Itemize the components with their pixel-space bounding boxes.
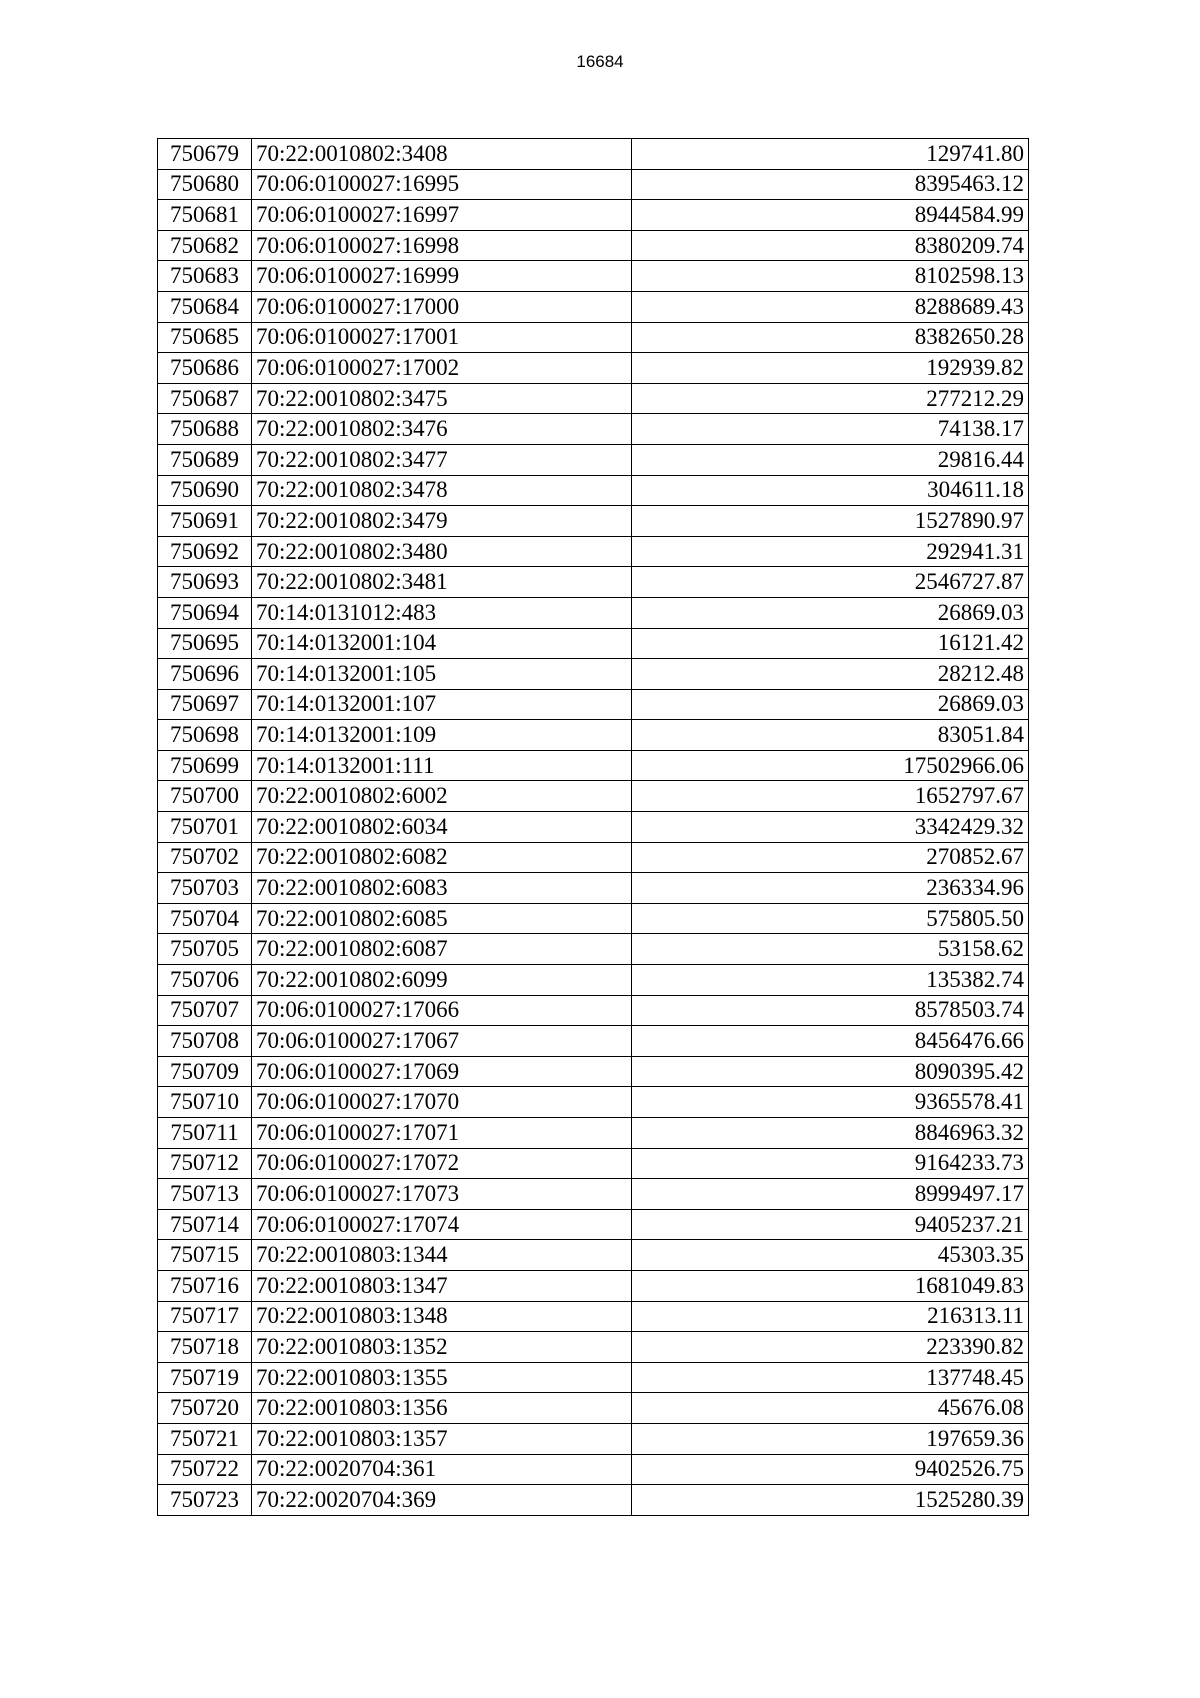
- cadastral-number-cell: 70:22:0010802:6087: [252, 934, 632, 965]
- cadastral-number-cell: 70:06:0100027:16997: [252, 200, 632, 231]
- table-row: [158, 475, 1029, 506]
- cadastral-value-cell: 236334.96: [632, 873, 1029, 904]
- page-number: 16684: [576, 52, 624, 71]
- cadastral-value-cell: 8090395.42: [632, 1056, 1029, 1087]
- row-id-cell: 750707: [158, 995, 252, 1026]
- table-row: [158, 1454, 1029, 1485]
- cadastral-value-cell: 8102598.13: [632, 261, 1029, 292]
- row-id-cell: 750714: [158, 1209, 252, 1240]
- cadastral-value-cell: 83051.84: [632, 720, 1029, 751]
- table-row: [158, 169, 1029, 200]
- cadastral-number-cell: 70:22:0010802:6082: [252, 842, 632, 873]
- cadastral-value-cell: 8382650.28: [632, 322, 1029, 353]
- cadastral-number-cell: 70:22:0010802:3476: [252, 414, 632, 445]
- table-row: [158, 689, 1029, 720]
- cadastral-number-cell: 70:22:0010802:3408: [252, 139, 632, 170]
- cadastral-value-cell: 8288689.43: [632, 291, 1029, 322]
- row-id-cell: 750716: [158, 1270, 252, 1301]
- table-row: [158, 322, 1029, 353]
- cadastral-value-cell: 137748.45: [632, 1362, 1029, 1393]
- row-id-cell: 750715: [158, 1240, 252, 1271]
- row-id-cell: 750696: [158, 659, 252, 690]
- row-id-cell: 750703: [158, 873, 252, 904]
- row-id-cell: 750721: [158, 1423, 252, 1454]
- table-row: [158, 659, 1029, 690]
- cadastral-value-cell: 277212.29: [632, 383, 1029, 414]
- table-row: [158, 1148, 1029, 1179]
- cadastral-value-cell: 9365578.41: [632, 1087, 1029, 1118]
- cadastral-value-table: [157, 138, 1029, 1516]
- row-id-cell: 750680: [158, 169, 252, 200]
- cadastral-value-cell: 292941.31: [632, 536, 1029, 567]
- table-row: [158, 1423, 1029, 1454]
- row-id-cell: 750713: [158, 1179, 252, 1210]
- cadastral-value-cell: 9405237.21: [632, 1209, 1029, 1240]
- cadastral-number-cell: 70:22:0010802:3475: [252, 383, 632, 414]
- row-id-cell: 750717: [158, 1301, 252, 1332]
- table-row: [158, 934, 1029, 965]
- cadastral-number-cell: 70:06:0100027:16999: [252, 261, 632, 292]
- table-row: [158, 750, 1029, 781]
- cadastral-number-cell: 70:22:0010803:1357: [252, 1423, 632, 1454]
- row-id-cell: 750692: [158, 536, 252, 567]
- cadastral-number-cell: 70:14:0132001:104: [252, 628, 632, 659]
- cadastral-value-cell: 216313.11: [632, 1301, 1029, 1332]
- table-row: [158, 1240, 1029, 1271]
- cadastral-number-cell: 70:14:0132001:109: [252, 720, 632, 751]
- cadastral-value-cell: 1652797.67: [632, 781, 1029, 812]
- cadastral-value-cell: 1525280.39: [632, 1485, 1029, 1516]
- row-id-cell: 750684: [158, 291, 252, 322]
- cadastral-number-cell: 70:22:0010802:3481: [252, 567, 632, 598]
- cadastral-number-cell: 70:22:0010802:3477: [252, 444, 632, 475]
- row-id-cell: 750710: [158, 1087, 252, 1118]
- table-row: [158, 383, 1029, 414]
- table-row: [158, 536, 1029, 567]
- cadastral-value-cell: 575805.50: [632, 903, 1029, 934]
- table-row: [158, 414, 1029, 445]
- row-id-cell: 750685: [158, 322, 252, 353]
- row-id-cell: 750701: [158, 812, 252, 843]
- cadastral-value-cell: 26869.03: [632, 689, 1029, 720]
- table-row: [158, 567, 1029, 598]
- cadastral-number-cell: 70:22:0010803:1344: [252, 1240, 632, 1271]
- table-row: [158, 781, 1029, 812]
- table-row: [158, 1362, 1029, 1393]
- cadastral-number-cell: 70:22:0010802:6099: [252, 965, 632, 996]
- cadastral-value-cell: 304611.18: [632, 475, 1029, 506]
- cadastral-number-cell: 70:14:0132001:111: [252, 750, 632, 781]
- table-row: [158, 842, 1029, 873]
- cadastral-number-cell: 70:06:0100027:17072: [252, 1148, 632, 1179]
- cadastral-number-cell: 70:22:0010802:6085: [252, 903, 632, 934]
- cadastral-number-cell: 70:06:0100027:17067: [252, 1026, 632, 1057]
- cadastral-number-cell: 70:22:0020704:361: [252, 1454, 632, 1485]
- row-id-cell: 750682: [158, 230, 252, 261]
- cadastral-number-cell: 70:06:0100027:17001: [252, 322, 632, 353]
- cadastral-number-cell: 70:06:0100027:17071: [252, 1118, 632, 1149]
- cadastral-number-cell: 70:06:0100027:16998: [252, 230, 632, 261]
- row-id-cell: 750697: [158, 689, 252, 720]
- cadastral-number-cell: 70:06:0100027:17073: [252, 1179, 632, 1210]
- table-row: [158, 1270, 1029, 1301]
- row-id-cell: 750705: [158, 934, 252, 965]
- cadastral-number-cell: 70:22:0010803:1352: [252, 1332, 632, 1363]
- cadastral-number-cell: 70:14:0132001:105: [252, 659, 632, 690]
- cadastral-value-cell: 192939.82: [632, 353, 1029, 384]
- cadastral-value-cell: 28212.48: [632, 659, 1029, 690]
- row-id-cell: 750698: [158, 720, 252, 751]
- cadastral-number-cell: 70:06:0100027:17070: [252, 1087, 632, 1118]
- cadastral-value-cell: 2546727.87: [632, 567, 1029, 598]
- row-id-cell: 750708: [158, 1026, 252, 1057]
- cadastral-number-cell: 70:22:0010803:1355: [252, 1362, 632, 1393]
- cadastral-value-cell: 270852.67: [632, 842, 1029, 873]
- row-id-cell: 750709: [158, 1056, 252, 1087]
- cadastral-value-cell: 45303.35: [632, 1240, 1029, 1271]
- cadastral-value-cell: 1527890.97: [632, 506, 1029, 537]
- cadastral-value-cell: 1681049.83: [632, 1270, 1029, 1301]
- cadastral-value-cell: 8380209.74: [632, 230, 1029, 261]
- table-row: [158, 597, 1029, 628]
- cadastral-value-cell: 9164233.73: [632, 1148, 1029, 1179]
- cadastral-value-cell: 197659.36: [632, 1423, 1029, 1454]
- table-row: [158, 1393, 1029, 1424]
- row-id-cell: 750691: [158, 506, 252, 537]
- cadastral-number-cell: 70:22:0010803:1347: [252, 1270, 632, 1301]
- row-id-cell: 750683: [158, 261, 252, 292]
- cadastral-value-cell: 26869.03: [632, 597, 1029, 628]
- table-row: [158, 506, 1029, 537]
- cadastral-value-cell: 8944584.99: [632, 200, 1029, 231]
- cadastral-number-cell: 70:22:0020704:369: [252, 1485, 632, 1516]
- cadastral-value-cell: 3342429.32: [632, 812, 1029, 843]
- table-row: [158, 1179, 1029, 1210]
- cadastral-value-cell: 8456476.66: [632, 1026, 1029, 1057]
- table-row: [158, 200, 1029, 231]
- cadastral-number-cell: 70:22:0010802:3479: [252, 506, 632, 537]
- table-row: [158, 873, 1029, 904]
- cadastral-value-cell: 223390.82: [632, 1332, 1029, 1363]
- cadastral-value-cell: 8578503.74: [632, 995, 1029, 1026]
- row-id-cell: 750686: [158, 353, 252, 384]
- cadastral-number-cell: 70:06:0100027:16995: [252, 169, 632, 200]
- table-row: [158, 261, 1029, 292]
- row-id-cell: 750687: [158, 383, 252, 414]
- table-row: [158, 1301, 1029, 1332]
- row-id-cell: 750720: [158, 1393, 252, 1424]
- cadastral-number-cell: 70:22:0010802:6034: [252, 812, 632, 843]
- cadastral-number-cell: 70:22:0010802:3478: [252, 475, 632, 506]
- table-row: [158, 628, 1029, 659]
- cadastral-number-cell: 70:06:0100027:17002: [252, 353, 632, 384]
- row-id-cell: 750693: [158, 567, 252, 598]
- table-row: [158, 1056, 1029, 1087]
- row-id-cell: 750690: [158, 475, 252, 506]
- table-row: [158, 812, 1029, 843]
- row-id-cell: 750704: [158, 903, 252, 934]
- table-row: [158, 903, 1029, 934]
- cadastral-value-cell: 17502966.06: [632, 750, 1029, 781]
- cadastral-value-cell: 45676.08: [632, 1393, 1029, 1424]
- cadastral-number-cell: 70:22:0010803:1356: [252, 1393, 632, 1424]
- row-id-cell: 750700: [158, 781, 252, 812]
- cadastral-value-cell: 29816.44: [632, 444, 1029, 475]
- table-row: [158, 444, 1029, 475]
- table-row: [158, 1118, 1029, 1149]
- row-id-cell: 750702: [158, 842, 252, 873]
- row-id-cell: 750723: [158, 1485, 252, 1516]
- row-id-cell: 750719: [158, 1362, 252, 1393]
- row-id-cell: 750679: [158, 139, 252, 170]
- row-id-cell: 750699: [158, 750, 252, 781]
- cadastral-number-cell: 70:06:0100027:17074: [252, 1209, 632, 1240]
- row-id-cell: 750706: [158, 965, 252, 996]
- table-row: [158, 230, 1029, 261]
- row-id-cell: 750712: [158, 1148, 252, 1179]
- row-id-cell: 750694: [158, 597, 252, 628]
- table-row: [158, 1209, 1029, 1240]
- cadastral-value-cell: 53158.62: [632, 934, 1029, 965]
- cadastral-number-cell: 70:14:0131012:483: [252, 597, 632, 628]
- cadastral-number-cell: 70:22:0010802:6083: [252, 873, 632, 904]
- cadastral-number-cell: 70:22:0010803:1348: [252, 1301, 632, 1332]
- cadastral-value-cell: 129741.80: [632, 139, 1029, 170]
- table-row: [158, 995, 1029, 1026]
- table-row: [158, 1087, 1029, 1118]
- table-row: [158, 353, 1029, 384]
- row-id-cell: 750695: [158, 628, 252, 659]
- cadastral-value-cell: 8999497.17: [632, 1179, 1029, 1210]
- cadastral-number-cell: 70:06:0100027:17066: [252, 995, 632, 1026]
- cadastral-number-cell: 70:06:0100027:17000: [252, 291, 632, 322]
- row-id-cell: 750722: [158, 1454, 252, 1485]
- cadastral-value-cell: 16121.42: [632, 628, 1029, 659]
- cadastral-value-cell: 135382.74: [632, 965, 1029, 996]
- row-id-cell: 750711: [158, 1118, 252, 1149]
- table-body: [158, 139, 1029, 1516]
- row-id-cell: 750718: [158, 1332, 252, 1363]
- row-id-cell: 750688: [158, 414, 252, 445]
- cadastral-number-cell: 70:06:0100027:17069: [252, 1056, 632, 1087]
- cadastral-value-cell: 8395463.12: [632, 169, 1029, 200]
- table-row: [158, 1026, 1029, 1057]
- table-row: [158, 720, 1029, 751]
- row-id-cell: 750689: [158, 444, 252, 475]
- cadastral-number-cell: 70:14:0132001:107: [252, 689, 632, 720]
- cadastral-value-cell: 9402526.75: [632, 1454, 1029, 1485]
- cadastral-value-cell: 8846963.32: [632, 1118, 1029, 1149]
- cadastral-number-cell: 70:22:0010802:3480: [252, 536, 632, 567]
- table-row: [158, 139, 1029, 170]
- table-row: [158, 1485, 1029, 1516]
- table-row: [158, 1332, 1029, 1363]
- cadastral-value-cell: 74138.17: [632, 414, 1029, 445]
- table-row: [158, 965, 1029, 996]
- table-row: [158, 291, 1029, 322]
- cadastral-number-cell: 70:22:0010802:6002: [252, 781, 632, 812]
- row-id-cell: 750681: [158, 200, 252, 231]
